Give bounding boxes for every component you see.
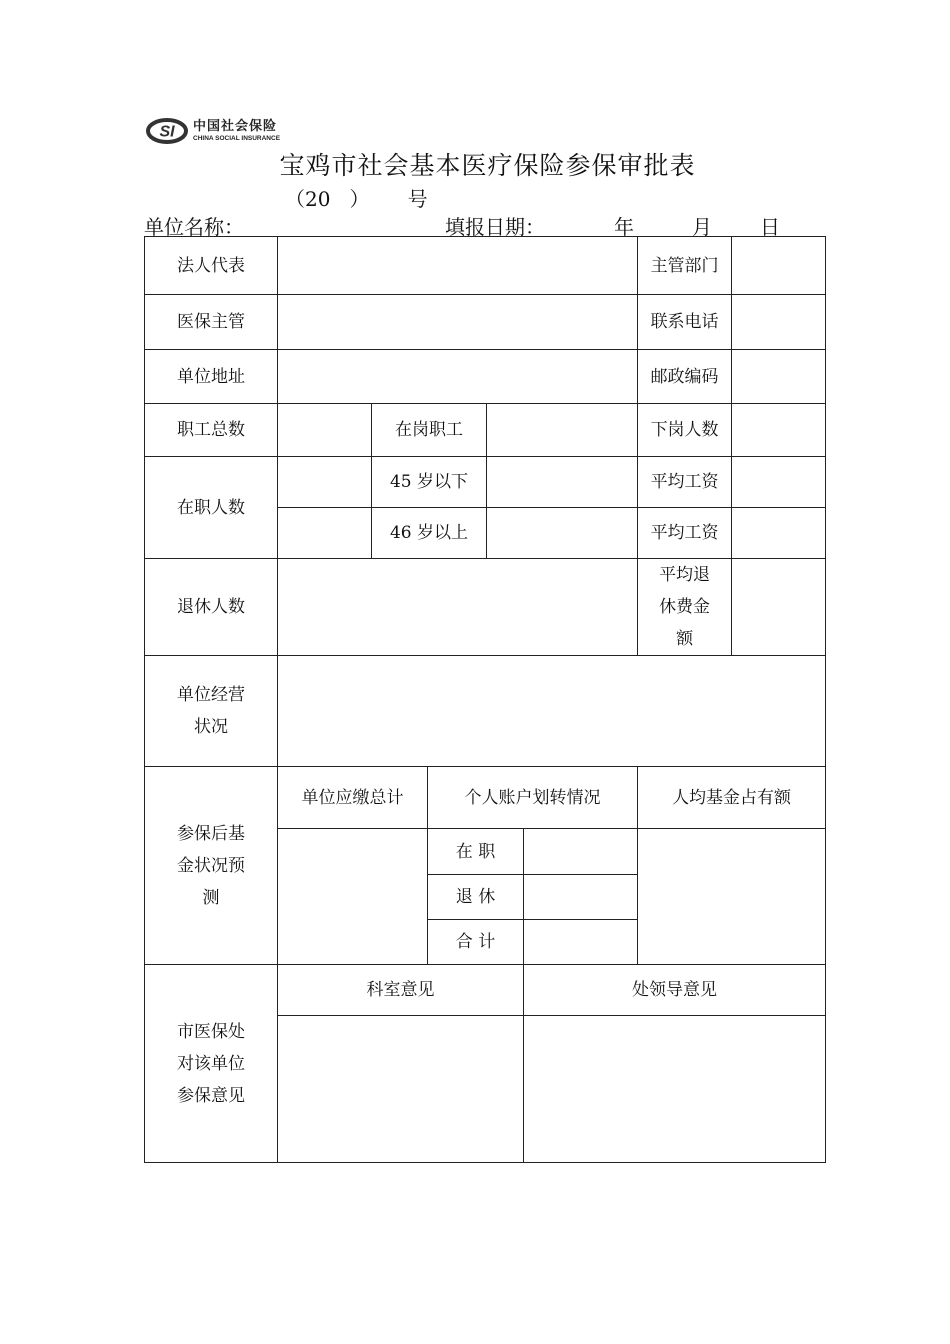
retired-label: 退 休	[428, 875, 524, 920]
page-title: 宝鸡市社会基本医疗保险参保审批表	[279, 151, 696, 180]
dept-in-charge-label: 主管部门	[638, 237, 732, 295]
section-opinion-value[interactable]	[278, 1016, 524, 1163]
avg-pension-value[interactable]	[732, 559, 826, 656]
unit-address-value[interactable]	[278, 350, 638, 404]
postal-code-label: 邮政编码	[638, 350, 732, 404]
contact-phone-value[interactable]	[732, 295, 826, 350]
legal-rep-value[interactable]	[278, 237, 638, 295]
unit-address-label: 单位地址	[145, 350, 278, 404]
over-46-value[interactable]	[487, 508, 638, 559]
business-status-value[interactable]	[278, 656, 826, 767]
postal-code-value[interactable]	[732, 350, 826, 404]
avg-pension-label: 平均退休费金额	[638, 559, 732, 656]
section-opinion-label: 科室意见	[278, 965, 524, 1016]
si-logo-icon	[146, 116, 190, 146]
dept-in-charge-value[interactable]	[732, 237, 826, 295]
under-45-label: 45 岁以下	[372, 457, 487, 508]
form-number: （20 ） 号	[285, 187, 428, 211]
approval-form-table	[144, 236, 826, 1163]
laid-off-value[interactable]	[732, 404, 826, 457]
on-post-value[interactable]	[487, 404, 638, 457]
avg-wage-value[interactable]	[732, 457, 826, 508]
day-label: 日	[760, 215, 780, 239]
over-46-label: 46 岁以上	[372, 508, 487, 559]
bureau-opinion-label: 市医保处对该单位参保意见	[145, 965, 278, 1163]
social-insurance-logo	[146, 116, 280, 146]
insurance-supervisor-value[interactable]	[278, 295, 638, 350]
unit-total-due-value[interactable]	[278, 829, 428, 965]
personal-account-transfer-label: 个人账户划转情况	[428, 767, 638, 829]
total-value[interactable]	[524, 920, 638, 965]
logo-name-cn: 中国社会保险	[193, 119, 278, 134]
active-count-value-under45[interactable]	[278, 457, 372, 508]
svg-text:SI: SI	[159, 123, 175, 141]
unit-name-label: 单位名称：	[144, 215, 244, 239]
under-45-value[interactable]	[487, 457, 638, 508]
contact-phone-label: 联系电话	[638, 295, 732, 350]
avg-wage-2-label: 平均工资	[638, 508, 732, 559]
avg-wage-2-value[interactable]	[732, 508, 826, 559]
retired-count-value[interactable]	[278, 559, 638, 656]
leader-opinion-label: 处领导意见	[524, 965, 826, 1016]
total-employees-label: 职工总数	[145, 404, 278, 457]
on-job-value[interactable]	[524, 829, 638, 875]
on-job-label: 在 职	[428, 829, 524, 875]
per-capita-fund-label: 人均基金占有额	[638, 767, 826, 829]
fund-forecast-label: 参保后基金状况预测	[145, 767, 278, 965]
fill-date-label: 填报日期：	[445, 215, 545, 239]
year-label: 年	[614, 215, 634, 239]
legal-rep-label: 法人代表	[145, 237, 278, 295]
total-label: 合 计	[428, 920, 524, 965]
retired-value[interactable]	[524, 875, 638, 920]
retired-count-label: 退休人数	[145, 559, 278, 656]
on-post-label: 在岗职工	[372, 404, 487, 457]
laid-off-label: 下岗人数	[638, 404, 732, 457]
active-count-label: 在职人数	[145, 457, 278, 559]
business-status-label: 单位经营状况	[145, 656, 278, 767]
total-employees-value[interactable]	[278, 404, 372, 457]
month-label: 月	[692, 215, 712, 239]
logo-name-en: CHINA SOCIAL INSURANCE	[193, 135, 281, 142]
leader-opinion-value[interactable]	[524, 1016, 826, 1163]
per-capita-fund-value[interactable]	[638, 829, 826, 965]
insurance-supervisor-label: 医保主管	[145, 295, 278, 350]
avg-wage-label: 平均工资	[638, 457, 732, 508]
unit-total-due-label: 单位应缴总计	[278, 767, 428, 829]
active-count-value-over46[interactable]	[278, 508, 372, 559]
